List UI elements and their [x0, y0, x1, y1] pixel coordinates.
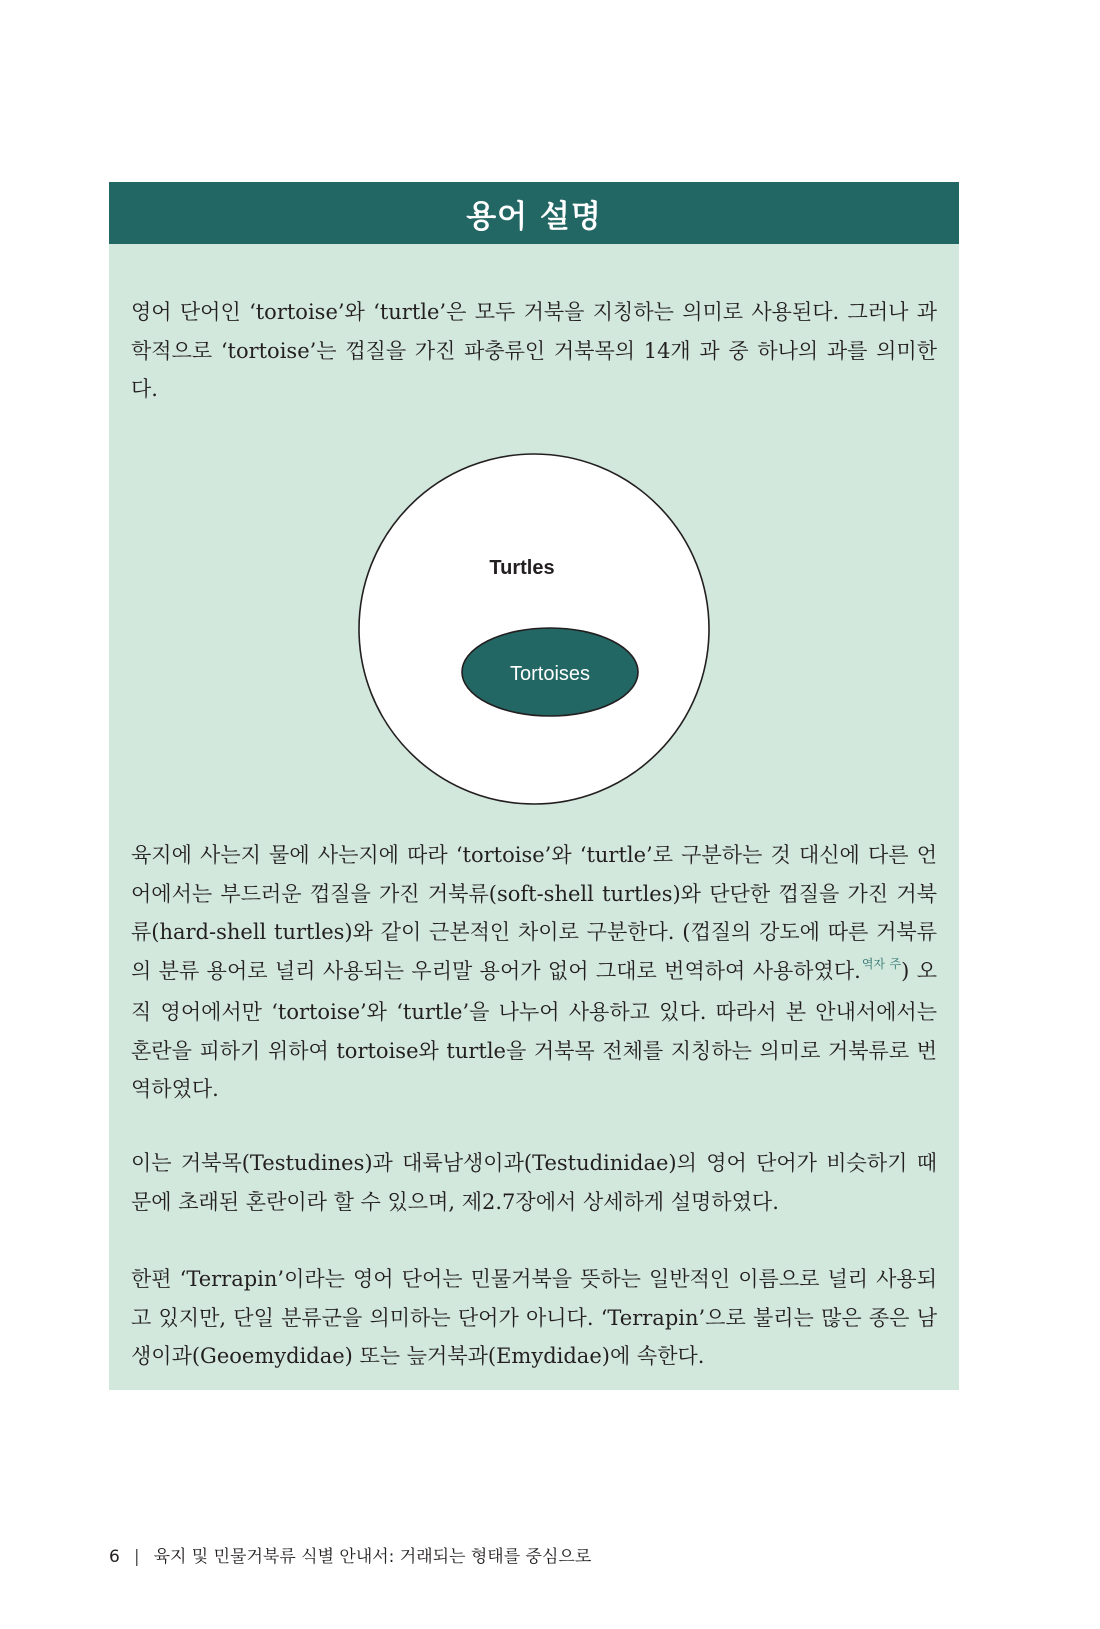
- paragraph-terrapin: 한편 ‘Terrapin’이라는 영어 단어는 민물거북을 뜻하는 일반적인 이름으로 널리 사용되고 있지만, 단일 분류군을 의미하는 단어가 아니다. ‘Terrapin’으로 불리는 많은 종은 남생이과(Geoemydidae) 또는 늪거북과(Emydidae)에 속한다.: [131, 1267, 937, 1368]
- translator-note-mark: 역자 주: [861, 956, 902, 971]
- venn-diagram: [357, 452, 711, 806]
- page-number: 6: [109, 1547, 120, 1567]
- paragraph-distinction-part1: 육지에 사는지 물에 사는지에 따라 ‘tortoise’와 ‘turtle’로 구분하는 것 대신에 다른 언어에서는 부드러운 껍질을 가진 거북류(soft-shell turtles)와 단단한 껍질을 가진 거북류(hard-shell turtles)와 같이 근본적인 차이로 구분한다. (껍질의 강도에 따른 거북류의 분류 용어로 널리 사용되는 우리말 용어가 없어 그대로 번역하여 사용하였다.: [131, 843, 937, 983]
- paragraph-distinction: [131, 836, 937, 1109]
- turtles-label: Turtles: [489, 557, 555, 579]
- tortoises-label: Tortoises: [509, 663, 591, 685]
- box-title: 용어 설명: [466, 198, 602, 235]
- venn-diagram-svg: [357, 452, 711, 806]
- paragraph-intro: 영어 단어인 ‘tortoise’와 ‘turtle’은 모두 거북을 지칭하는 의미로 사용된다. 그러나 과학적으로 ‘tortoise’는 껍질을 가진 파충류인 거북목의 14개 과 중 하나의 과를 의미한다.: [131, 300, 937, 401]
- box-header: [109, 182, 959, 244]
- paragraph-distinction-part2: ) 오직 영어에서만 ‘tortoise’와 ‘turtle’을 나누어 사용하고 있다. 따라서 본 안내서에서는 혼란을 피하기 위하여 tortoise와 turtle을 거북목 전체를 지칭하는 의미로 거북류로 번역하였다.: [131, 958, 938, 1101]
- page-footer: [109, 1542, 591, 1567]
- footer-separator: |: [133, 1547, 140, 1567]
- paragraph-confusion: 이는 거북목(Testudines)과 대륙남생이과(Testudinidae)의 영어 단어가 비슷하기 때문에 초래된 혼란이라 할 수 있으며, 제2.7장에서 상세하게 설명하였다.: [131, 1151, 937, 1214]
- terminology-box: [109, 182, 959, 1390]
- footer-book-title: 육지 및 민물거북류 식별 안내서: 거래되는 형태를 중심으로: [153, 1547, 592, 1567]
